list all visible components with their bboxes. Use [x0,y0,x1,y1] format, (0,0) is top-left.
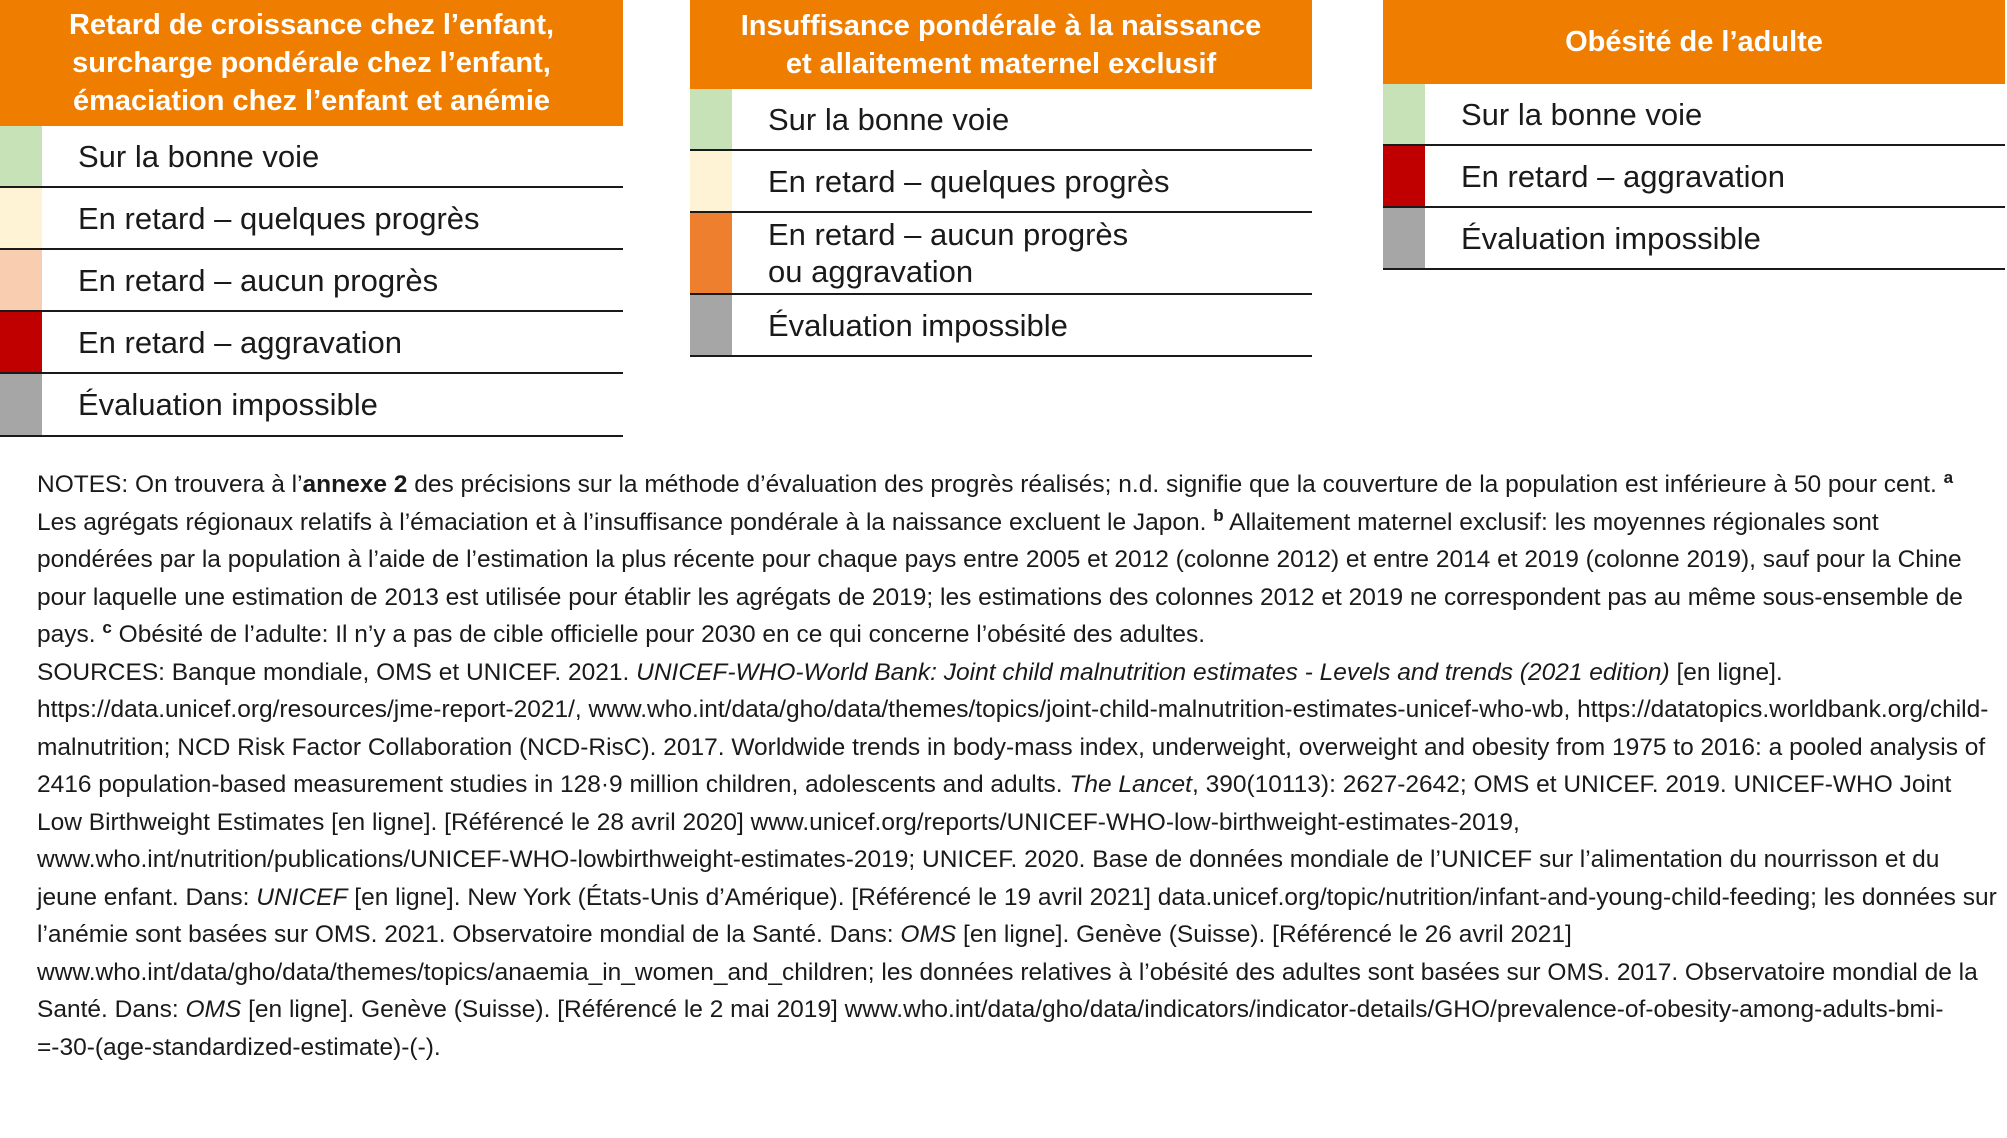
legend-row-worsening [1383,146,2005,208]
legend-header [1383,0,2005,84]
swatch-no-progress-or-worsening [690,213,732,293]
source-publisher: OMS [185,996,242,1023]
legend-title-line: surcharge pondérale chez l’enfant, [72,47,551,79]
source-publisher: UNICEF [256,883,348,911]
swatch-not-assessable [1383,208,1425,268]
legend-title-line: Obésité de l’adulte [1565,26,1823,58]
notes-text: On trouvera à l’ [128,471,303,498]
legend-row-label: En retard – aggravation [78,324,402,360]
legend-row-label: Évaluation impossible [768,307,1068,343]
legend-row-worsening [0,312,623,374]
notes-text: des précisions sur la méthode d’évaluation des progrès réalisés; n.d. signifie que la couverture de la population est inférieure à 50 pour cent. [407,471,1944,498]
footnote-b-text: Allaitement maternel exclusif: les moyennes régionales sont pondérées par la population à l’aide de l’estimation la plus récente pour chaque pays entre 2005 et 2012 (colonne 2012) et entre 2014 et 2019 (colonne 2019), sauf pour la Chine pour laquelle une estimation de 2013 est utilisée pour établir les agrégats de 2019; les estimations des colonnes 2012 et 2019 ne correspondent pas au même sous-ensemble de pays. [37,508,1963,648]
legend-row-label-line: ou aggravation [768,254,974,289]
legend-row-not-assessable [690,295,1312,357]
sources-text: SOURCES: Banque mondiale, OMS et UNICEF. 2021. [37,658,637,686]
legend-row-label: Sur la bonne voie [768,101,1010,137]
sources-paragraph [37,654,1999,1067]
sources-text: [en ligne]. https://data.unicef.org/resources/jme-report-2021/, www.who.int/data/gho/data/themes/topics/joint-child-malnutrition-estimates-unicef-who-wb, https://datatopics.worldbank.org/child-malnutrition; NCD Risk Factor Collaboration (NCD-RisC). 2017. Worldwide trends in body-mass index, underweight, overweight and obesity from 1975 to 2016: a pooled analysis of 2416 population-based measurement studies in 128·9 million children, adolescents and adults. [37,658,1989,798]
source-journal: The Lancet [1069,771,1192,798]
legend-title-line: émaciation chez l’enfant et anémie [72,85,551,117]
legend-row-label: Sur la bonne voie [1461,96,1703,132]
legend-row-some-progress [0,188,623,250]
notes-label: NOTES: [37,471,129,498]
swatch-on-track [690,89,732,149]
swatch-on-track [0,126,42,186]
swatch-on-track [1383,84,1425,144]
legend-row-label-line: En retard – aucun progrès [768,217,1129,252]
swatch-not-assessable [690,295,732,355]
sources-text: , 390(10113): 2627-2642; OMS et UNICEF. 2019. UNICEF-WHO Joint Low Birthweight Estimates [en ligne]. [Référencé le 28 avril 2020] www.unicef.org/reports/UNICEF-WHO-low-birthweight-estimates-2019, www.who.int/nutrition/publications/UNICEF-WHO-lowbirthweight-estimates-2019; UNICEF. 2020. Base de données mondiale de l’UNICEF sur l’alimentation du nourrisson et du jeune enfant. Dans: [37,771,1952,911]
annex-reference: annexe 2 [302,471,408,498]
legend-row-on-track [0,126,623,188]
legend-row-label: En retard – quelques progrès [78,200,480,236]
legend-row-label: En retard – aggravation [1461,158,1785,194]
swatch-worsening [1383,146,1425,206]
legend-row-no-progress [0,250,623,312]
legend-row-label: En retard – quelques progrès [768,163,1170,199]
footnote-marker-c: c [102,618,112,637]
legend-title-line: Retard de croissance chez l’enfant, [68,9,555,41]
legend-row-on-track [690,89,1312,151]
legend-row-label: Sur la bonne voie [78,138,320,174]
legend-row-no-progress-or-worsening [690,213,1312,295]
legend-adult-obesity [1383,0,2005,270]
swatch-no-progress [0,250,42,310]
legend-row-label [732,213,1128,293]
footnote-c-text: Obésité de l’adulte: Il n’y a pas de cible officielle pour 2030 en ce qui concerne l’obésité des adultes. [111,621,1206,648]
legend-row-label: En retard – aucun progrès [78,262,439,298]
notes-paragraph [37,466,1999,654]
notes-and-sources [37,466,1999,1066]
legend-row-not-assessable [0,374,623,437]
legend-row-some-progress [690,151,1312,213]
source-title: UNICEF-WHO-World Bank: Joint child malnutrition estimates - Levels and trends (2021 edition) [636,658,1670,686]
legend-row-label: Évaluation impossible [78,387,378,422]
legend-title-line: et allaitement maternel exclusif [785,47,1217,80]
legend-row-not-assessable [1383,208,2005,270]
footnote-marker-a: a [1943,468,1954,487]
legend-header [0,0,623,126]
swatch-worsening [0,312,42,372]
swatch-some-progress [690,151,732,211]
legend-row-label: Évaluation impossible [1461,220,1761,256]
source-publisher: OMS [900,921,957,948]
swatch-some-progress [0,188,42,248]
legend-header [690,0,1312,89]
footnote-marker-b: b [1213,505,1224,525]
sources-text: [en ligne]. Genève (Suisse). [Référencé le 2 mai 2019] www.who.int/data/gho/data/indicators/indicator-details/GHO/prevalence-of-obesity-among-adults-bmi-=-30-(age-standardized-estimate)-(-). [37,996,1944,1061]
legend-row-on-track [1383,84,2005,146]
legend-birthweight-breastfeeding [690,0,1312,357]
sources-text: [en ligne]. New York (États-Unis d’Amérique). [Référencé le 19 avril 2021] data.unicef.org/topic/nutrition/infant-and-young-child-feeding; les données sur l’anémie sont basées sur OMS. 2021. Observatoire mondial de la Santé. Dans: [37,883,1997,948]
footnote-a-text: Les agrégats régionaux relatifs à l’émaciation et à l’insuffisance pondérale à la naissance excluent le Japon. [37,508,1214,536]
sources-text: [en ligne]. Genève (Suisse). [Référencé le 26 avril 2021] www.who.int/data/gho/data/themes/topics/anaemia_in_women_and_children; les données relatives à l’obésité des adultes sont basées sur OMS. 2017. Observatoire mondial de la Santé. Dans: [37,921,1978,1023]
legend-child-indicators [0,0,623,437]
swatch-not-assessable [0,374,42,435]
legend-title-line: Insuffisance pondérale à la naissance [740,9,1262,42]
